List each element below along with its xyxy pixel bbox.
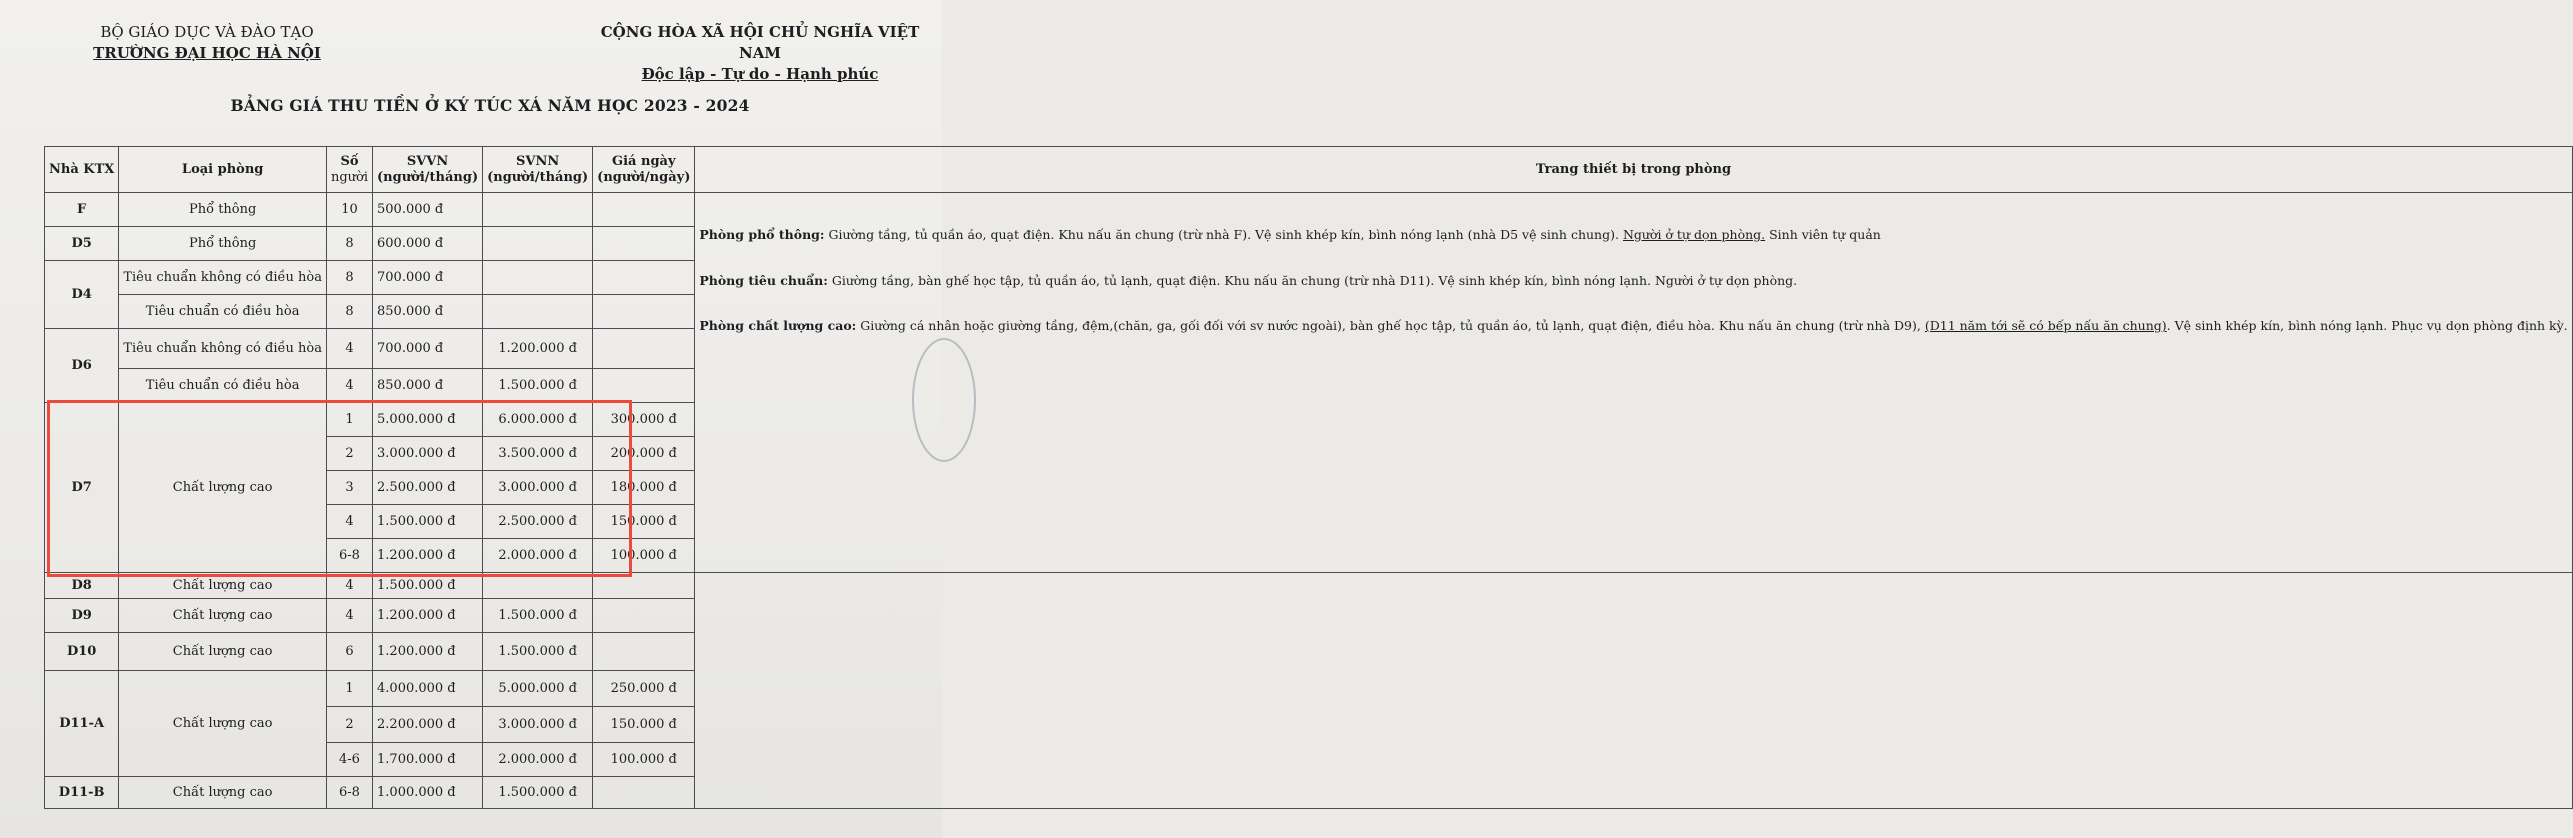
high-quality-room-equipment: Phòng chất lượng cao: Giường cá nhân hoặc giường tầng, đệm,(chăn, ga, gối đối với sv nước ngoài), bàn ghế học tập, tủ quần áo, tủ lạnh, quạt điện, điều hòa. Khu nấu ăn chung (trừ nhà D9), (D11 năm tới sẽ có bếp nấu ăn chung). Vệ sinh khép kín, bình nóng lạnh. Phục vụ dọn phòng định kỳ. xyxy=(699,318,2568,333)
building-cell: D8 xyxy=(45,573,119,599)
svvn-cell: 1.700.000 đ xyxy=(373,743,483,777)
people-cell: 6-8 xyxy=(326,539,372,573)
people-cell: 8 xyxy=(326,261,372,295)
daily-cell xyxy=(593,777,695,809)
university-name: TRƯỜNG ĐẠI HỌC HÀ NỘI xyxy=(93,44,321,62)
svvn-cell: 850.000 đ xyxy=(373,369,483,403)
daily-cell: 200.000 đ xyxy=(593,437,695,471)
people-cell: 1 xyxy=(326,671,372,707)
people-cell: 1 xyxy=(326,403,372,437)
daily-cell xyxy=(593,261,695,295)
svnn-cell: 3.000.000 đ xyxy=(483,471,593,505)
page-title: BẢNG GIÁ THU TIỀN Ở KÝ TÚC XÁ NĂM HỌC 2023 - 2024 xyxy=(230,96,750,115)
room-type-cell: Tiêu chuẩn có điều hòa xyxy=(119,295,327,329)
svnn-cell xyxy=(483,295,593,329)
motto: Độc lập - Tự do - Hạnh phúc xyxy=(641,65,879,83)
building-cell: D4 xyxy=(45,261,119,329)
country-name: CỘNG HÒA XÃ HỘI CHỦ NGHĨA VIỆT NAM xyxy=(600,23,920,62)
stamp-edge xyxy=(912,338,976,462)
standard-room-equipment: Phòng phổ thông: Giường tầng, tủ quần áo, quạt điện. Khu nấu ăn chung (trừ nhà F). Vệ sinh khép kín, bình nóng lạnh (nhà D5 vệ sinh chung). Người ở tự dọn phòng. Sinh viên tự quản xyxy=(699,227,1881,242)
svnn-cell: 5.000.000 đ xyxy=(483,671,593,707)
building-cell: D6 xyxy=(45,329,119,403)
room-type-cell: Chất lượng cao xyxy=(119,671,327,777)
table-row xyxy=(45,193,2573,227)
building-cell: D11-B xyxy=(45,777,119,809)
table-header-row xyxy=(45,147,2573,193)
daily-cell xyxy=(593,633,695,671)
daily-cell xyxy=(593,329,695,369)
svvn-cell: 5.000.000 đ xyxy=(373,403,483,437)
building-cell: D11-A xyxy=(45,671,119,777)
svvn-cell: 3.000.000 đ xyxy=(373,437,483,471)
daily-cell: 300.000 đ xyxy=(593,403,695,437)
building-cell: F xyxy=(45,193,119,227)
svnn-cell: 1.500.000 đ xyxy=(483,633,593,671)
daily-cell: 150.000 đ xyxy=(593,707,695,743)
people-cell: 8 xyxy=(326,295,372,329)
svnn-cell xyxy=(483,573,593,599)
svvn-cell: 1.200.000 đ xyxy=(373,633,483,671)
room-type-cell: Chất lượng cao xyxy=(119,403,327,573)
svnn-cell xyxy=(483,261,593,295)
national-header xyxy=(580,22,940,85)
svnn-cell: 2.500.000 đ xyxy=(483,505,593,539)
table-row xyxy=(45,573,2573,599)
standard-ac-room-equipment: Phòng tiêu chuẩn: Giường tầng, bàn ghế học tập, tủ quần áo, tủ lạnh, quạt điện. Khu nấu ăn chung (trừ nhà D11). Vệ sinh khép kín, bình nóng lạnh. Người ở tự dọn phòng. xyxy=(699,272,1798,288)
svnn-cell xyxy=(483,227,593,261)
svvn-cell: 2.500.000 đ xyxy=(373,471,483,505)
svnn-cell xyxy=(483,193,593,227)
equipment-cell-empty xyxy=(695,573,2572,809)
people-cell: 10 xyxy=(326,193,372,227)
building-cell: D9 xyxy=(45,599,119,633)
people-cell: 6-8 xyxy=(326,777,372,809)
ministry-name: BỘ GIÁO DỤC VÀ ĐÀO TẠO xyxy=(100,23,314,41)
svvn-cell: 700.000 đ xyxy=(373,329,483,369)
svnn-cell: 1.500.000 đ xyxy=(483,599,593,633)
daily-cell xyxy=(593,295,695,329)
col-header-daily: Giá ngày (người/ngày) xyxy=(593,147,695,193)
daily-cell: 150.000 đ xyxy=(593,505,695,539)
people-cell: 4 xyxy=(326,599,372,633)
svvn-cell: 1.500.000 đ xyxy=(373,573,483,599)
building-cell: D5 xyxy=(45,227,119,261)
room-type-cell: Chất lượng cao xyxy=(119,573,327,599)
room-type-cell: Phổ thông xyxy=(119,193,327,227)
svvn-cell: 2.200.000 đ xyxy=(373,707,483,743)
svvn-cell: 4.000.000 đ xyxy=(373,671,483,707)
people-cell: 6 xyxy=(326,633,372,671)
svnn-cell: 2.000.000 đ xyxy=(483,743,593,777)
col-header-equipment: Trang thiết bị trong phòng xyxy=(695,147,2572,193)
issuer-block xyxy=(92,22,322,64)
svnn-cell: 2.000.000 đ xyxy=(483,539,593,573)
svvn-cell: 1.000.000 đ xyxy=(373,777,483,809)
col-header-building: Nhà KTX xyxy=(45,147,119,193)
col-header-room-type: Loại phòng xyxy=(119,147,327,193)
people-cell: 4 xyxy=(326,505,372,539)
people-cell: 4-6 xyxy=(326,743,372,777)
people-cell: 3 xyxy=(326,471,372,505)
people-cell: 8 xyxy=(326,227,372,261)
svvn-cell: 500.000 đ xyxy=(373,193,483,227)
daily-cell: 100.000 đ xyxy=(593,539,695,573)
daily-cell xyxy=(593,193,695,227)
daily-cell: 250.000 đ xyxy=(593,671,695,707)
svnn-cell: 1.200.000 đ xyxy=(483,329,593,369)
daily-cell xyxy=(593,599,695,633)
room-type-cell: Phổ thông xyxy=(119,227,327,261)
svvn-cell: 600.000 đ xyxy=(373,227,483,261)
room-type-cell: Tiêu chuẩn có điều hòa xyxy=(119,369,327,403)
col-header-people: Số người xyxy=(326,147,372,193)
room-type-cell: Chất lượng cao xyxy=(119,633,327,671)
svvn-cell: 1.200.000 đ xyxy=(373,539,483,573)
svnn-cell: 3.500.000 đ xyxy=(483,437,593,471)
col-header-svvn: SVVN (người/tháng) xyxy=(373,147,483,193)
svvn-cell: 850.000 đ xyxy=(373,295,483,329)
svnn-cell: 3.000.000 đ xyxy=(483,707,593,743)
equipment-cell xyxy=(695,193,2572,573)
people-cell: 4 xyxy=(326,329,372,369)
svvn-cell: 1.500.000 đ xyxy=(373,505,483,539)
room-type-cell: Chất lượng cao xyxy=(119,777,327,809)
svnn-cell: 1.500.000 đ xyxy=(483,777,593,809)
building-cell: D10 xyxy=(45,633,119,671)
people-cell: 4 xyxy=(326,369,372,403)
col-header-svnn: SVNN (người/tháng) xyxy=(483,147,593,193)
room-type-cell: Chất lượng cao xyxy=(119,599,327,633)
svvn-cell: 700.000 đ xyxy=(373,261,483,295)
daily-cell xyxy=(593,369,695,403)
daily-cell xyxy=(593,573,695,599)
people-cell: 2 xyxy=(326,437,372,471)
daily-cell xyxy=(593,227,695,261)
people-cell: 2 xyxy=(326,707,372,743)
svvn-cell: 1.200.000 đ xyxy=(373,599,483,633)
svnn-cell: 1.500.000 đ xyxy=(483,369,593,403)
daily-cell: 180.000 đ xyxy=(593,471,695,505)
building-cell: D7 xyxy=(45,403,119,573)
people-cell: 4 xyxy=(326,573,372,599)
room-type-cell: Tiêu chuẩn không có điều hòa xyxy=(119,329,327,369)
fee-table xyxy=(44,146,2573,809)
room-type-cell: Tiêu chuẩn không có điều hòa xyxy=(119,261,327,295)
daily-cell: 100.000 đ xyxy=(593,743,695,777)
svnn-cell: 6.000.000 đ xyxy=(483,403,593,437)
